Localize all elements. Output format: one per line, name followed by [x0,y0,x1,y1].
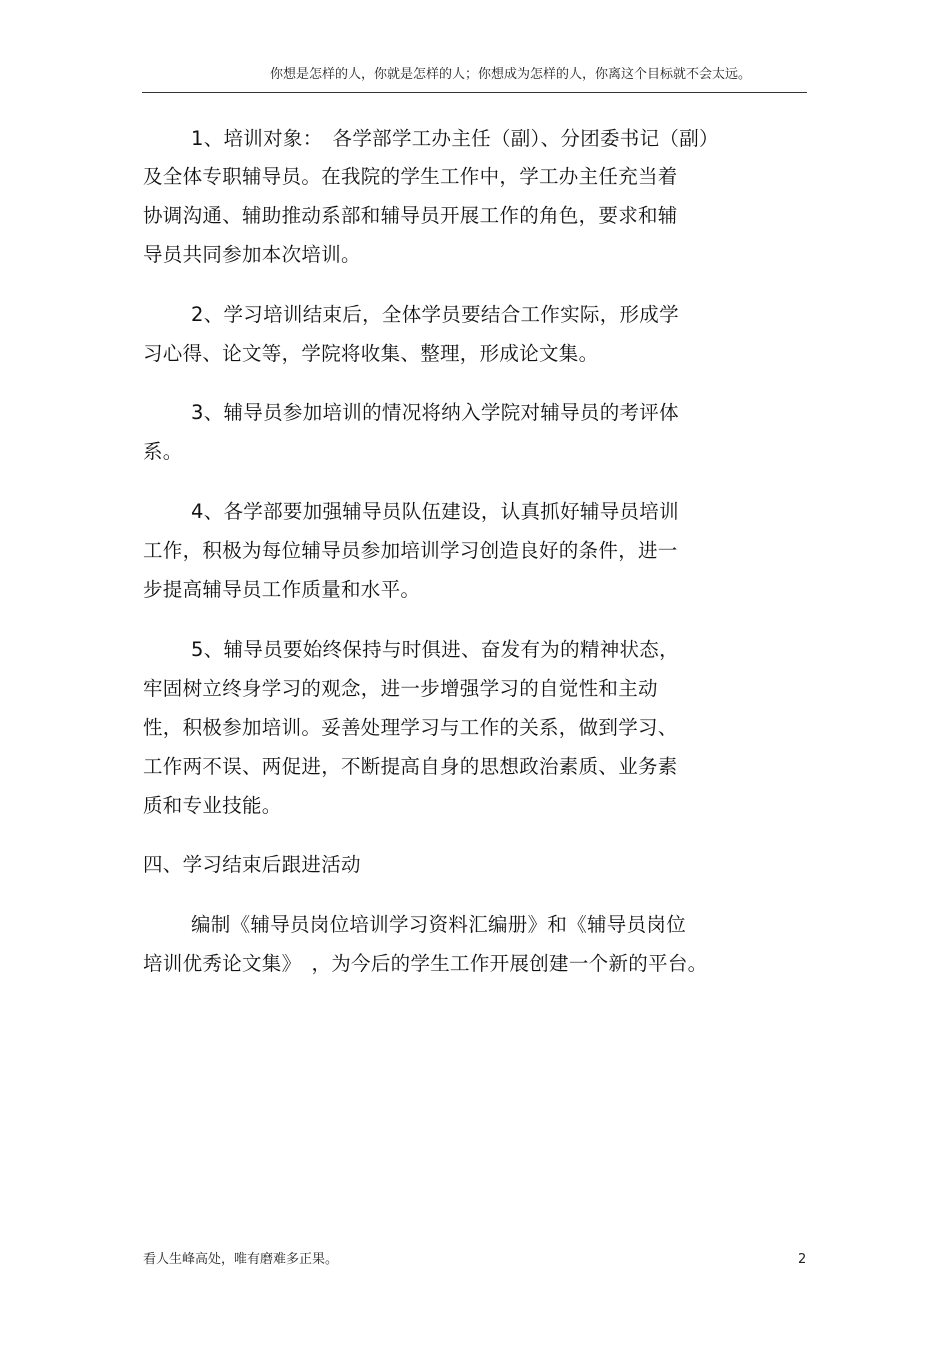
footer-quote: 看人生峰高处，唯有磨难多正果。 [143,1252,339,1267]
paragraph-5-line-5: 质和专业技能。 [143,794,282,817]
paragraph-1-line-1: 1、培训对象： 各学部学工办主任（副）、分团委书记（副） [191,127,719,150]
paragraph-1-line-4: 导员共同参加本次培训。 [143,243,361,266]
header-quote: 你想是怎样的人，你就是怎样的人；你想成为怎样的人，你离这个目标就不会太远。 [270,67,752,82]
paragraph-5-line-4: 工作两不误、两促进，不断提高自身的思想政治素质、业务素 [143,755,678,778]
paragraph-4-line-1: 4、各学部要加强辅导员队伍建设，认真抓好辅导员培训 [191,500,679,523]
header-divider [142,92,807,93]
paragraph-6-line-2: 培训优秀论文集》 ，为今后的学生工作开展创建一个新的平台。 [143,952,708,975]
paragraph-4-line-2: 工作，积极为每位辅导员参加培训学习创造良好的条件，进一 [143,539,678,562]
paragraph-1-line-2: 及全体专职辅导员。在我院的学生工作中，学工办主任充当着 [143,165,678,188]
page-number: 2 [798,1252,807,1267]
paragraph-2-line-1: 2、学习培训结束后，全体学员要结合工作实际，形成学 [191,303,679,326]
paragraph-2-line-2: 习心得、论文等，学院将收集、整理，形成论文集。 [143,342,599,365]
paragraph-5-line-1: 5、辅导员要始终保持与时俱进、奋发有为的精神状态， [191,638,679,661]
paragraph-6-line-1: 编制《辅导员岗位培训学习资料汇编册》和《辅导员岗位 [191,913,687,936]
paragraph-3-line-2: 系。 [143,440,183,463]
section-heading: 四、学习结束后跟进活动 [143,853,361,876]
paragraph-5-line-3: 性，积极参加培训。妥善处理学习与工作的关系，做到学习、 [143,716,678,739]
paragraph-1-line-3: 协调沟通、辅助推动系部和辅导员开展工作的角色，要求和辅 [143,204,678,227]
paragraph-4-line-3: 步提高辅导员工作质量和水平。 [143,578,421,601]
paragraph-5-line-2: 牢固树立终身学习的观念，进一步增强学习的自觉性和主动 [143,677,658,700]
paragraph-3-line-1: 3、辅导员参加培训的情况将纳入学院对辅导员的考评体 [191,401,679,424]
